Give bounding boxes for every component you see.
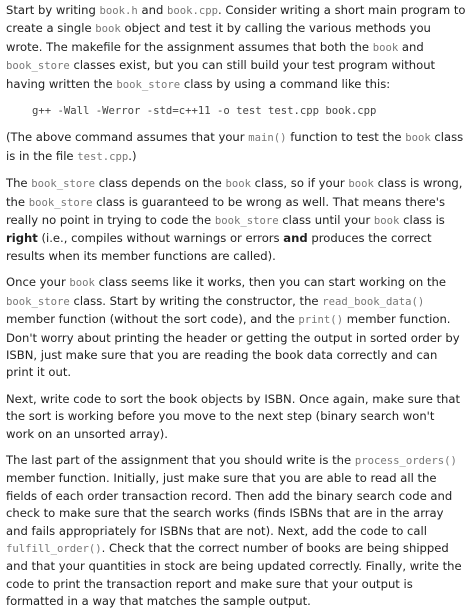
paragraph-process-orders bbox=[6, 452, 466, 611]
text: class seems like it works, then you can start working on the bbox=[94, 275, 446, 290]
text: class is in the file bbox=[6, 130, 464, 163]
text: member function. Don't worry about printing the header or getting the output in sorted order by ISBN, just make sure that you are reading the book data correctly and can print it out. bbox=[6, 312, 460, 380]
text: class by using a command like this: bbox=[180, 76, 391, 91]
code-book-store: book_store bbox=[31, 178, 96, 191]
code-main: main() bbox=[248, 132, 287, 145]
code-read-book-data: read_book_data() bbox=[322, 295, 425, 308]
text: Once your bbox=[6, 275, 70, 290]
text: member function (without the sort code), and the bbox=[6, 312, 299, 327]
text: class is bbox=[399, 213, 445, 228]
bold-right: right bbox=[6, 231, 38, 246]
text: and bbox=[398, 39, 424, 54]
code-test-cpp: test.cpp bbox=[77, 150, 129, 163]
paragraph-book-store bbox=[6, 274, 466, 381]
code-book-h: book.h bbox=[99, 5, 138, 17]
text: . Check that the correct number of books are being shipped and that your quantities in stock are being updated correctly. Finally, write the code to print the transaction report and make sure that your output is formatted in a way that matches the sample output. bbox=[6, 540, 462, 609]
text: Start by writing bbox=[6, 3, 100, 17]
code-book-cpp: book.cpp bbox=[167, 5, 219, 17]
code-book-store: book_store bbox=[6, 295, 70, 308]
code-book: book bbox=[225, 178, 251, 191]
text: produces the correct results when its member functions are called). bbox=[6, 231, 432, 263]
text: object and test it by calling the various methods you wrote. The makefile for the assignment assumes that both the bbox=[6, 21, 431, 54]
code-book-store: book_store bbox=[116, 78, 181, 91]
code-book-store: book_store bbox=[28, 196, 93, 209]
text: class. Start by writing the constructor, the bbox=[69, 293, 323, 308]
text: class, so if your bbox=[250, 176, 349, 191]
text: function to test the bbox=[286, 130, 406, 145]
text: Next, write code to sort the book objects by ISBN. Once again, make sure that the sort is working before you move to the next step (binary search won't work on an unsorted array). bbox=[6, 391, 461, 441]
code-print: print() bbox=[298, 314, 344, 327]
compile-command: g++ -Wall -Werror -std=c++11 -o test test.cpp book.cpp bbox=[32, 105, 377, 118]
paragraph-dependency bbox=[6, 175, 466, 265]
code-book-store: book_store bbox=[6, 60, 70, 73]
text: class depends on the bbox=[95, 176, 226, 191]
code-book: book bbox=[405, 132, 431, 145]
paragraph-intro bbox=[6, 2, 466, 94]
code-process-orders: process_orders() bbox=[354, 454, 457, 467]
text: and bbox=[137, 3, 168, 17]
text: class until your bbox=[278, 213, 374, 228]
code-book-store: book_store bbox=[214, 215, 279, 228]
text: classes exist, but you can still build your test program without having written the bbox=[6, 58, 436, 91]
code-book: book bbox=[95, 23, 121, 36]
bold-and: and bbox=[283, 231, 308, 246]
text: class is wrong, the bbox=[6, 176, 463, 209]
text: class is guaranteed to be wrong as well. That means there's really no point in trying to code the bbox=[6, 194, 445, 228]
text: .) bbox=[128, 148, 137, 163]
code-book: book bbox=[373, 215, 400, 228]
code-book: book bbox=[348, 178, 374, 191]
code-book: book bbox=[372, 41, 399, 54]
text: (The above command assumes that your bbox=[6, 130, 249, 145]
paragraph-note bbox=[6, 129, 466, 166]
text: The bbox=[6, 176, 32, 191]
code-book: book bbox=[69, 277, 95, 290]
text: The last part of the assignment that you should write is the bbox=[6, 452, 355, 467]
text: (i.e., compiles without warnings or errors bbox=[37, 231, 284, 246]
code-fulfill-order: fulfill_order() bbox=[6, 542, 102, 555]
paragraph-sort bbox=[6, 391, 466, 443]
text: member function. Initially, just make sure that you are able to read all the fields of each order transaction record. Then add the binary search code and check to make sure that the search works (finds ISBNs that are in the array and fails appropriately for ISBNs that are not). Next, add the code to call bbox=[6, 471, 453, 538]
text: . Consider writing a short main program to create a single bbox=[6, 3, 466, 36]
